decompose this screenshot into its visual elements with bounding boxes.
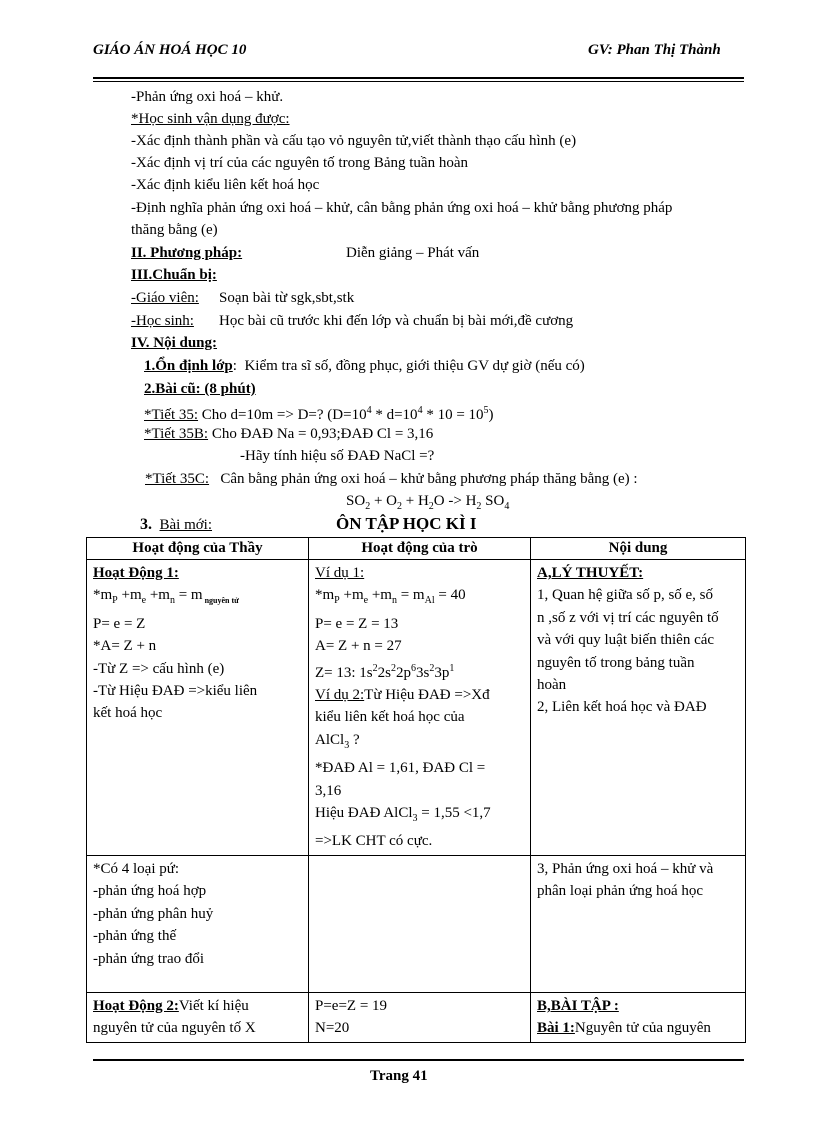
table-row (87, 855, 746, 992)
config-sup: 2 (429, 662, 435, 674)
config-part: 2s (377, 664, 391, 681)
formula-part: Hiệu ĐAĐ AlCl (315, 805, 413, 822)
method-label: II. Phương pháp: (131, 245, 243, 261)
formula-sub: Al (424, 595, 435, 607)
student-formula (315, 584, 524, 612)
teacher-line: kết hoá học (93, 705, 163, 722)
student-line: A= Z + n = 27 (315, 638, 402, 655)
student-line: P= e = Z = 13 (315, 615, 399, 632)
prep-teacher-label: -Giáo viên: (131, 290, 199, 306)
teacher-line: -phản ứng phân huỷ (93, 905, 214, 922)
example-2-label: Ví dụ 2: (315, 687, 365, 704)
method-value: Diễn giảng – Phát vấn (346, 245, 480, 261)
teacher-formula (93, 584, 302, 612)
intro-line-6: thăng bằng (e) (131, 222, 218, 238)
exercise-title: B,BÀI TẬP : (537, 997, 619, 1014)
footer-rule (93, 1059, 744, 1061)
row2-content-cell (531, 855, 746, 992)
formula-part: AlCl (315, 731, 345, 748)
teacher-line: -phản ứng thế (93, 928, 177, 945)
prep-student-label: -Học sinh: (131, 313, 194, 329)
t35-text: ) (488, 407, 494, 423)
t35b-line (144, 424, 433, 444)
row1-teacher-cell (87, 560, 309, 856)
row3-student-cell (309, 992, 531, 1042)
content-line: hoàn (537, 677, 567, 694)
formula-part: +m (339, 587, 364, 604)
t35c-label: *Tiết 35C: (145, 471, 210, 487)
eq-part: O -> H (433, 493, 477, 509)
content-line: 3, Phản ứng oxi hoá – khử và (537, 860, 714, 877)
formula-sub: P (112, 595, 118, 607)
t35c-line (131, 469, 638, 489)
config-part: 3s (415, 664, 430, 681)
t35c-text: Cân bằng phản ứng oxi hoá – khử bằng phương pháp thăng bằng (e) : (220, 471, 638, 487)
formula-part: = 40 (434, 587, 466, 604)
student-line: P=e=Z = 19 (315, 997, 388, 1014)
student-line: *ĐAĐ Al = 1,61, ĐAĐ Cl = (315, 760, 486, 777)
student-line: N=20 (315, 1020, 350, 1037)
example-2-line (315, 684, 524, 706)
col-header-student: Hoạt động của trò (309, 538, 531, 560)
t35b-sub: -Hãy tính hiệu số ĐAĐ NaCl =? (240, 448, 435, 464)
formula-sub: e (363, 595, 369, 607)
stabilize-line (144, 356, 585, 376)
t35-sup: 4 (366, 405, 372, 416)
intro-line-5: -Định nghĩa phản ứng oxi hoá – khử, cân bằng phản ứng oxi hoá – khử bằng phương pháp (131, 200, 673, 216)
t35-text: Cho d=10m => D=? (D=10 (201, 407, 367, 423)
eq-part: + O (370, 493, 397, 509)
formula-part: *m (315, 587, 335, 604)
teacher-line: -Từ Hiệu ĐAĐ =>kiểu liên (93, 683, 258, 700)
row3-content-cell (531, 992, 746, 1042)
config-part: 2p (395, 664, 411, 681)
t35-sup: 4 (417, 405, 423, 416)
t35-sup: 5 (483, 405, 489, 416)
example-1-label: Ví dụ 1: (315, 565, 365, 581)
teacher-line: -Từ Z => cấu hình (e) (93, 660, 225, 677)
student-line (315, 729, 524, 757)
formula-part: +m (368, 587, 392, 604)
config-part: 3p (434, 664, 450, 681)
intro-line-1: -Phản ứng oxi hoá – khử. (131, 89, 284, 105)
content-label: IV. Nội dung: (131, 335, 218, 351)
content-line: 2, Liên kết hoá học và ĐAĐ (537, 699, 707, 716)
activity-2-title: Hoạt Động 2: (93, 997, 179, 1014)
stabilize-sep: : (232, 358, 237, 374)
teacher-line: -phản ứng trao đổi (93, 950, 205, 967)
stabilize-value: Kiểm tra sĩ số, đồng phục, giới thiệu GV dự giờ (nếu có) (244, 358, 585, 374)
content-line: và với quy luật biến thiên các (537, 632, 715, 649)
eq-part: SO (481, 493, 505, 509)
header-subject: GIÁO ÁN HOÁ HỌC 10 (93, 42, 247, 58)
new-lesson-num: 3. (140, 516, 152, 533)
formula-part: = 1,55 <1,7 (417, 805, 491, 822)
formula-sub: nguyên tử (202, 596, 239, 606)
intro-line-2: -Xác định thành phần và cấu tạo vỏ nguyên tử,viết thành thạo cấu hình (e) (131, 133, 577, 149)
formula-part: +m (146, 587, 170, 604)
content-line: n ,số z với vị trí các nguyên tố (537, 609, 719, 626)
lesson-title: ÔN TẬP HỌC KÌ I (336, 514, 477, 533)
student-line: kiểu liên kết hoá học của (315, 709, 465, 726)
exercise-1-label: Bài 1: (537, 1020, 575, 1037)
eq-part: SO (346, 493, 366, 509)
content-line: 1, Quan hệ giữa số p, số e, số (537, 587, 714, 604)
formula-sub: n (169, 595, 175, 607)
teacher-line: -phản ứng hoá hợp (93, 883, 207, 900)
eq-sub: 4 (504, 501, 510, 512)
eq-part: + H (401, 493, 429, 509)
formula-part: = m (396, 587, 425, 604)
prep-teacher-value: Soạn bài từ sgk,sbt,stk (219, 290, 355, 306)
eq-sub: 2 (365, 501, 371, 512)
row1-student-cell (309, 560, 531, 856)
teacher-line: nguyên tử của nguyên tố X (93, 1020, 256, 1037)
header-rule (93, 77, 744, 82)
formula-part: *m (93, 587, 113, 604)
col-header-content: Nội dung (531, 538, 746, 560)
formula-sub: e (141, 595, 147, 607)
t35b-label: *Tiết 35B: (144, 426, 209, 442)
student-line: =>LK CHT có cực. (315, 833, 433, 850)
stabilize-label: 1.Ổn định lớp (144, 358, 233, 374)
page-number: Trang 41 (370, 1068, 428, 1084)
exercise-1-line (537, 1017, 739, 1039)
config-sup: 1 (449, 662, 455, 674)
formula-part: = m (174, 587, 203, 604)
row1-content-cell (531, 560, 746, 856)
t35b-text: Cho ĐAĐ Na = 0,93;ĐAĐ Cl = 3,16 (211, 426, 434, 442)
teacher-line: P= e = Z (93, 615, 146, 632)
theory-title: A,LÝ THUYẾT: (537, 565, 644, 581)
t35-text: * 10 = 10 (422, 407, 484, 423)
new-lesson (140, 515, 212, 535)
t35-line (144, 401, 494, 425)
lesson-plan-table (86, 537, 746, 1043)
student-line: 3,16 (315, 782, 342, 799)
teacher-line: *Có 4 loại pứ: (93, 860, 180, 877)
activity-2-rest: Viết kí hiệu (178, 997, 249, 1014)
formula-sub: 3 (412, 813, 418, 825)
formula-sub: n (391, 595, 397, 607)
old-lesson-label: 2.Bài cũ: (8 phút) (144, 381, 256, 397)
apply-heading: *Học sinh vận dụng được: (131, 111, 290, 127)
row2-teacher-cell (87, 855, 309, 992)
activity-1-title: Hoạt Động 1: (93, 565, 179, 581)
table-row (87, 992, 746, 1042)
teacher-line: *A= Z + n (93, 638, 157, 655)
col-header-teacher: Hoạt động của Thầy (87, 538, 309, 560)
electron-config (315, 658, 524, 684)
intro-line-3: -Xác định vị trí của các nguyên tố trong Bảng tuần hoàn (131, 155, 468, 171)
row3-teacher-cell (87, 992, 309, 1042)
formula-sub: 3 (344, 739, 350, 751)
new-lesson-label: Bài mới: (159, 517, 213, 533)
header-teacher: GV: Phan Thị Thành (588, 42, 721, 58)
config-part: Z= 13: 1s (315, 664, 373, 681)
formula-sub: P (334, 595, 340, 607)
row2-student-cell (309, 855, 531, 992)
prep-label: III.Chuẩn bị: (131, 267, 217, 283)
table-header-row (87, 538, 746, 560)
exercise-1-text: Nguyên tử của nguyên (574, 1020, 711, 1037)
intro-line-4: -Xác định kiểu liên kết hoá học (131, 177, 320, 193)
content-line: nguyên tố trong bảng tuần (537, 654, 695, 671)
student-line (315, 802, 524, 830)
prep-student-value: Học bài cũ trước khi đến lớp và chuẩn bị bài mới,đề cương (219, 313, 574, 329)
content-line: phân loại phản ứng hoá học (537, 883, 704, 900)
activity-2-line (93, 995, 302, 1017)
t35-label: *Tiết 35: (144, 407, 199, 423)
eq-sub: 2 (476, 501, 482, 512)
example-2-text: Từ Hiệu ĐAĐ =>Xđ (364, 687, 490, 704)
table-row (87, 560, 746, 856)
config-sup: 2 (390, 662, 396, 674)
t35-text: * d=10 (371, 407, 418, 423)
config-sup: 6 (410, 662, 416, 674)
eq-sub: 2 (396, 501, 402, 512)
eq-sub: 2 (428, 501, 434, 512)
formula-part: ? (349, 731, 360, 748)
config-sup: 2 (372, 662, 378, 674)
formula-part: +m (117, 587, 142, 604)
